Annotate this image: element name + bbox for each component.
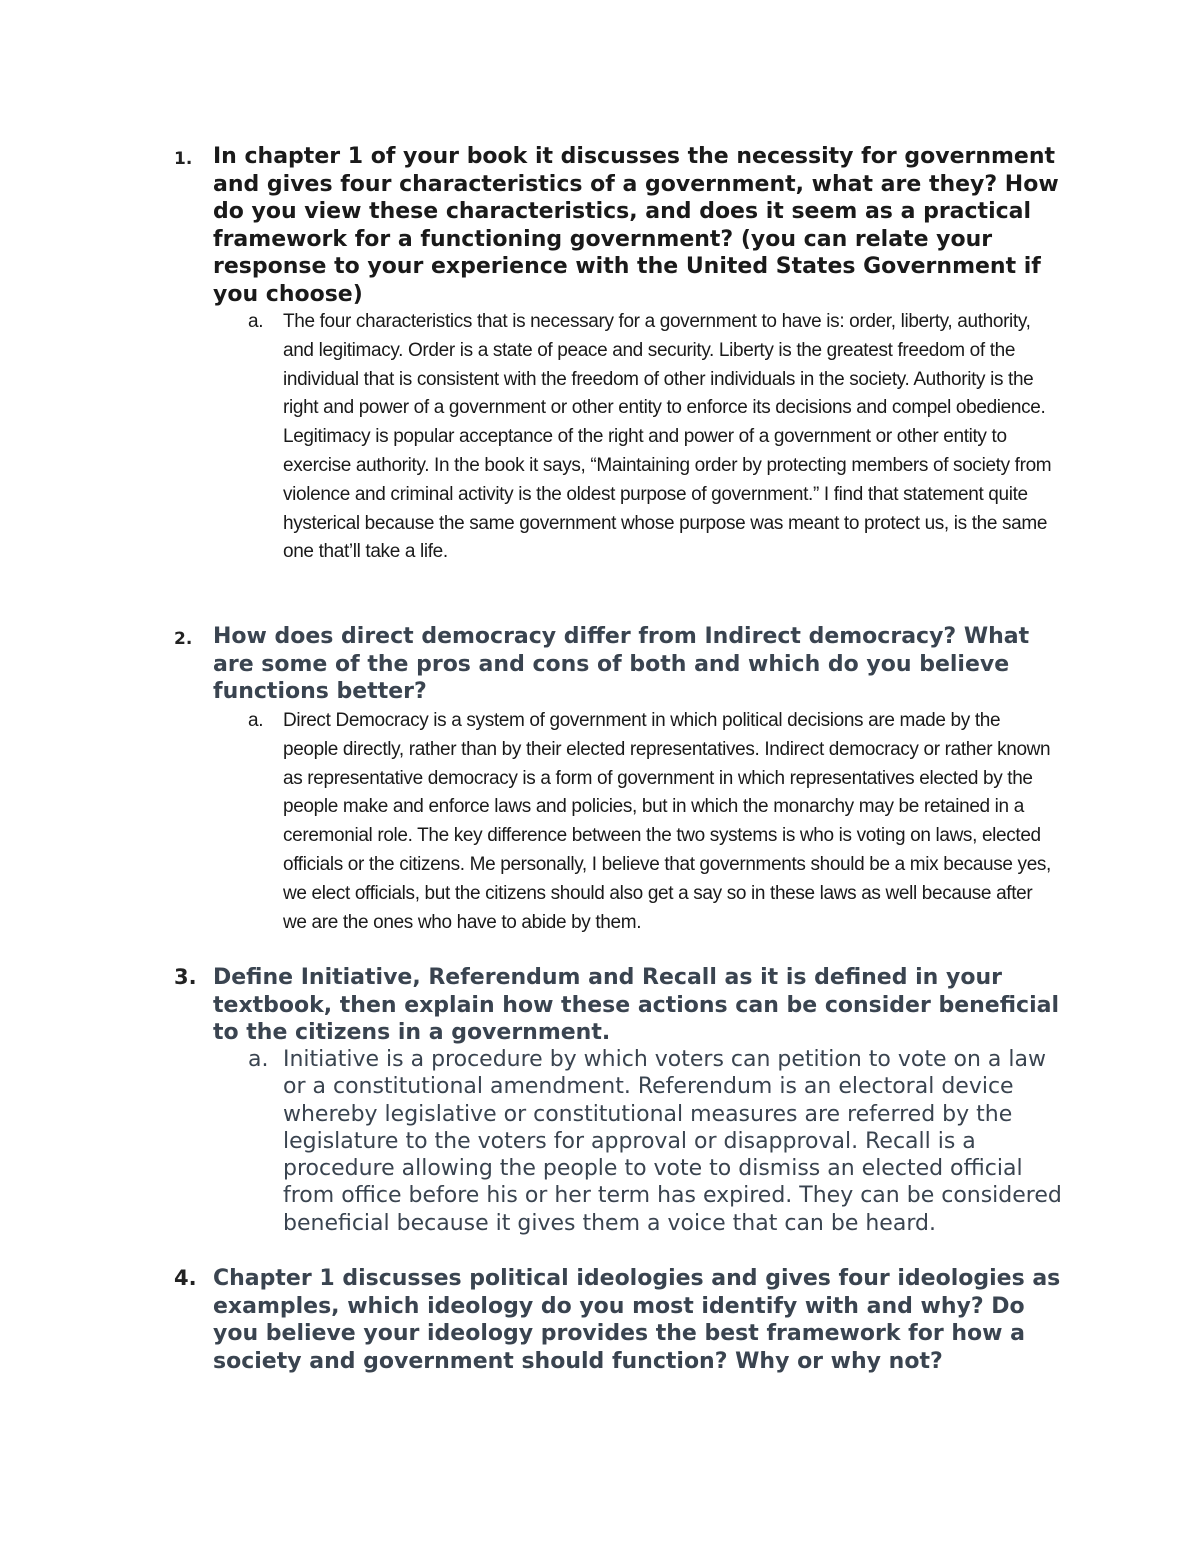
question-number: 3. (174, 965, 197, 989)
question-number: 4. (174, 1266, 197, 1290)
question-number: 1. (174, 149, 193, 169)
answer-text: Direct Democracy is a system of government in which political decisions are made by the people directly, rather than by their elected representatives. Indirect democracy or rather known as representative democracy is a form of government in which representatives elected by the people make and enforce laws and policies, but in which the monarchy may be retained in a ceremonial role. The key difference between the two systems is who is voting on laws, elected officials or the citizens. Me personally, I believe that governments should be a mix because yes, we elect officials, but the citizens should also get a say so in these laws as well because after we are the ones who have to abide by them. (283, 710, 1051, 933)
question-text: In chapter 1 of your book it discusses the necessity for government and gives four characteristics of a government, what are they? How do you view these characteristics, and does it seem as a practical framework for a functioning government? (you can relate your response to your experience with the United States Government if you choose) (213, 144, 1059, 307)
answer-text: The four characteristics that is necessary for a government to have is: order, liberty, authority, and legitimacy. Order is a state of peace and security. Liberty is the greatest freedom of the individual that is consistent with the freedom of other individuals in the society. Authority is the right and power of a government or other entity to enforce its decisions and compel obedience. Legitimacy is popular acceptance of the right and power of a government or other entity to exercise authority. In the book it says, “Maintaining order by protecting members of society from violence and criminal activity is the oldest purpose of government.” I find that statement quite hysterical because the same government whose purpose was meant to protect us, is the same one that’ll take a life. (283, 311, 1052, 563)
answer-text: Initiative is a procedure by which voters can petition to vote on a law or a constitutional amendment. Referendum is an electoral device whereby legislative or constitutional measures are referred by the legislature to the voters for approval or disapproval. Recall is a procedure allowing the people to vote to dismiss an elected official from office before his or her term has expired. They can be considered beneficial because it gives them a voice that can be heard. (283, 1047, 1062, 1236)
answer-label: a. (248, 311, 264, 332)
question-text: Define Initiative, Referendum and Recall as it is defined in your textbook, then explain how these actions can be consider beneficial to the citizens in a government. (213, 965, 1060, 1045)
question-number: 2. (174, 629, 193, 649)
question-text: How does direct democracy differ from Indirect democracy? What are some of the pros and cons of both and which do you believe functions better? (213, 624, 1030, 704)
answer-label: a. (248, 1047, 269, 1072)
question-text: Chapter 1 discusses political ideologies and gives four ideologies as examples, which ideology do you most identify with and why? Do you believe your ideology provides the best framework for how a society and government should function? Why or why not? (213, 1266, 1061, 1374)
answer-label: a. (248, 710, 264, 731)
